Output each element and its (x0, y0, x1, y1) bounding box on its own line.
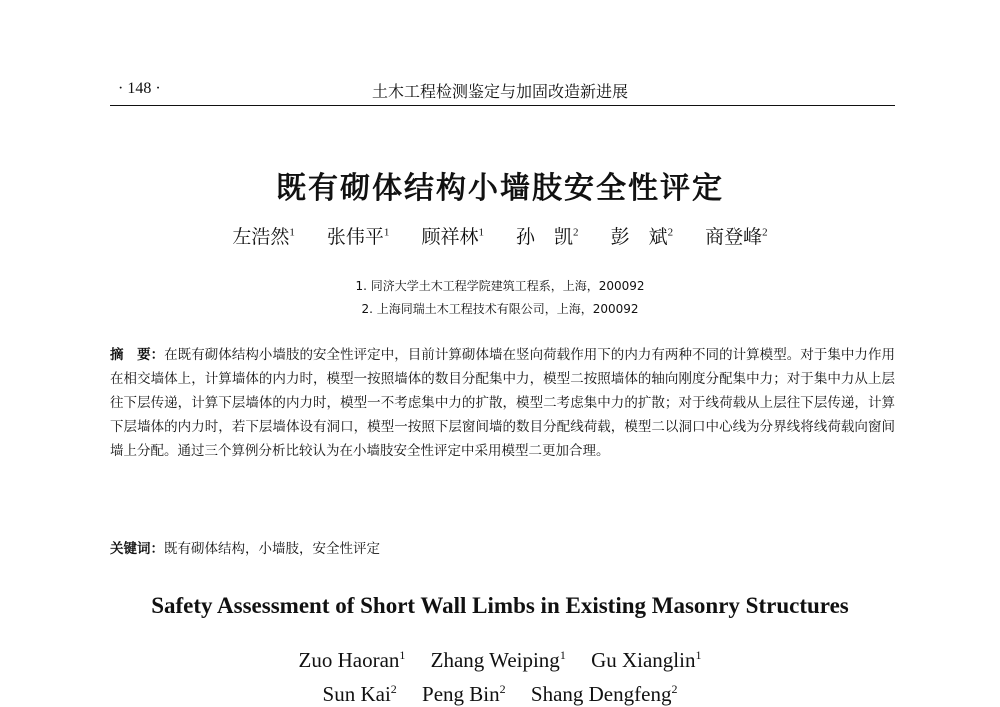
affiliation-1: 1. 同济大学土木工程学院建筑工程系，上海，200092 (355, 279, 645, 293)
author-name: Zhang Weiping (430, 648, 560, 672)
paper-title-cn: 既有砌体结构小墙肢安全性评定 (276, 171, 724, 206)
author-list-en-row-1 (0, 648, 1000, 673)
author-name: 孙 凯 (516, 226, 574, 248)
author-cn (516, 226, 579, 248)
author-en (431, 648, 566, 672)
author-en (422, 682, 506, 706)
affiliation-mark: 1 (559, 648, 566, 662)
abstract-label: 摘 要： (110, 347, 165, 363)
affiliation-2: 2. 上海同瑞土木工程技术有限公司，上海，200092 (361, 302, 639, 316)
author-name: Shang Dengfeng (530, 682, 672, 706)
abstract (110, 343, 895, 463)
author-list-cn (0, 222, 1000, 249)
author-name: Gu Xianglin (591, 648, 696, 672)
affiliation-mark: 2 (667, 226, 674, 239)
author-cn (611, 226, 674, 248)
affiliation-mark: 2 (499, 682, 506, 696)
author-cn (327, 226, 390, 248)
author-cn (705, 226, 768, 248)
author-en (591, 648, 701, 672)
affiliation-mark: 1 (399, 648, 406, 662)
header-rule (110, 105, 895, 106)
author-en (531, 682, 678, 706)
author-cn (232, 226, 295, 248)
keywords-text: 既有砌体结构，小墙肢，安全性评定 (164, 541, 380, 557)
abstract-text: 在既有砌体结构小墙肢的安全性评定中，目前计算砌体墙在竖向荷载作用下的内力有两种不同的计算模型。对于集中力作用在相交墙体上，计算墙体的内力时，模型一按照墙体的数目分配集中力，模型二按照墙体的轴向刚度分配集中力；对于集中力从上层往下层传递，计算下层墙体的内力时，模型一不考虑集中力的扩散，模型二考虑集中力的扩散；对于线荷载从上层往下层传递，计算下层墙体的内力时，若下层墙体设有洞口，模型一按照下层窗间墙的数目分配线荷载，模型二以洞口中心线为分界线将线荷载向窗间墙上分配。通过三个算例分析比较认为在小墙肢安全性评定中采用模型二更加合理。 (110, 347, 895, 459)
author-name: 张伟平 (326, 226, 384, 248)
affiliation-mark: 1 (383, 226, 390, 239)
keywords (110, 537, 895, 561)
author-name: Sun Kai (322, 682, 391, 706)
affiliation-mark: 2 (762, 226, 768, 239)
affiliation-mark: 1 (478, 226, 484, 239)
author-name: 商登峰 (705, 226, 763, 248)
author-en (299, 648, 406, 672)
paper-title-en: Safety Assessment of Short Wall Limbs in Existing Masonry Structures (151, 593, 849, 618)
author-cn (421, 226, 484, 248)
author-en (323, 682, 397, 706)
affiliation-mark: 2 (671, 682, 678, 696)
author-name: 顾祥林 (421, 226, 479, 248)
author-name: Zuo Haoran (298, 648, 400, 672)
page-number: · 148 · (118, 80, 161, 97)
affiliation-mark: 2 (573, 226, 579, 239)
keywords-label: 关键词： (110, 541, 164, 557)
author-list-en-row-2 (0, 682, 1000, 707)
author-name: 左浩然 (232, 226, 290, 248)
affiliation-mark: 1 (289, 226, 295, 239)
affiliation-mark: 2 (390, 682, 397, 696)
author-name: Peng Bin (422, 682, 500, 706)
author-name: 彭 斌 (610, 226, 668, 248)
affiliation-mark: 1 (695, 648, 702, 662)
running-title: 土木工程检测鉴定与加固改造新进展 (371, 82, 628, 101)
